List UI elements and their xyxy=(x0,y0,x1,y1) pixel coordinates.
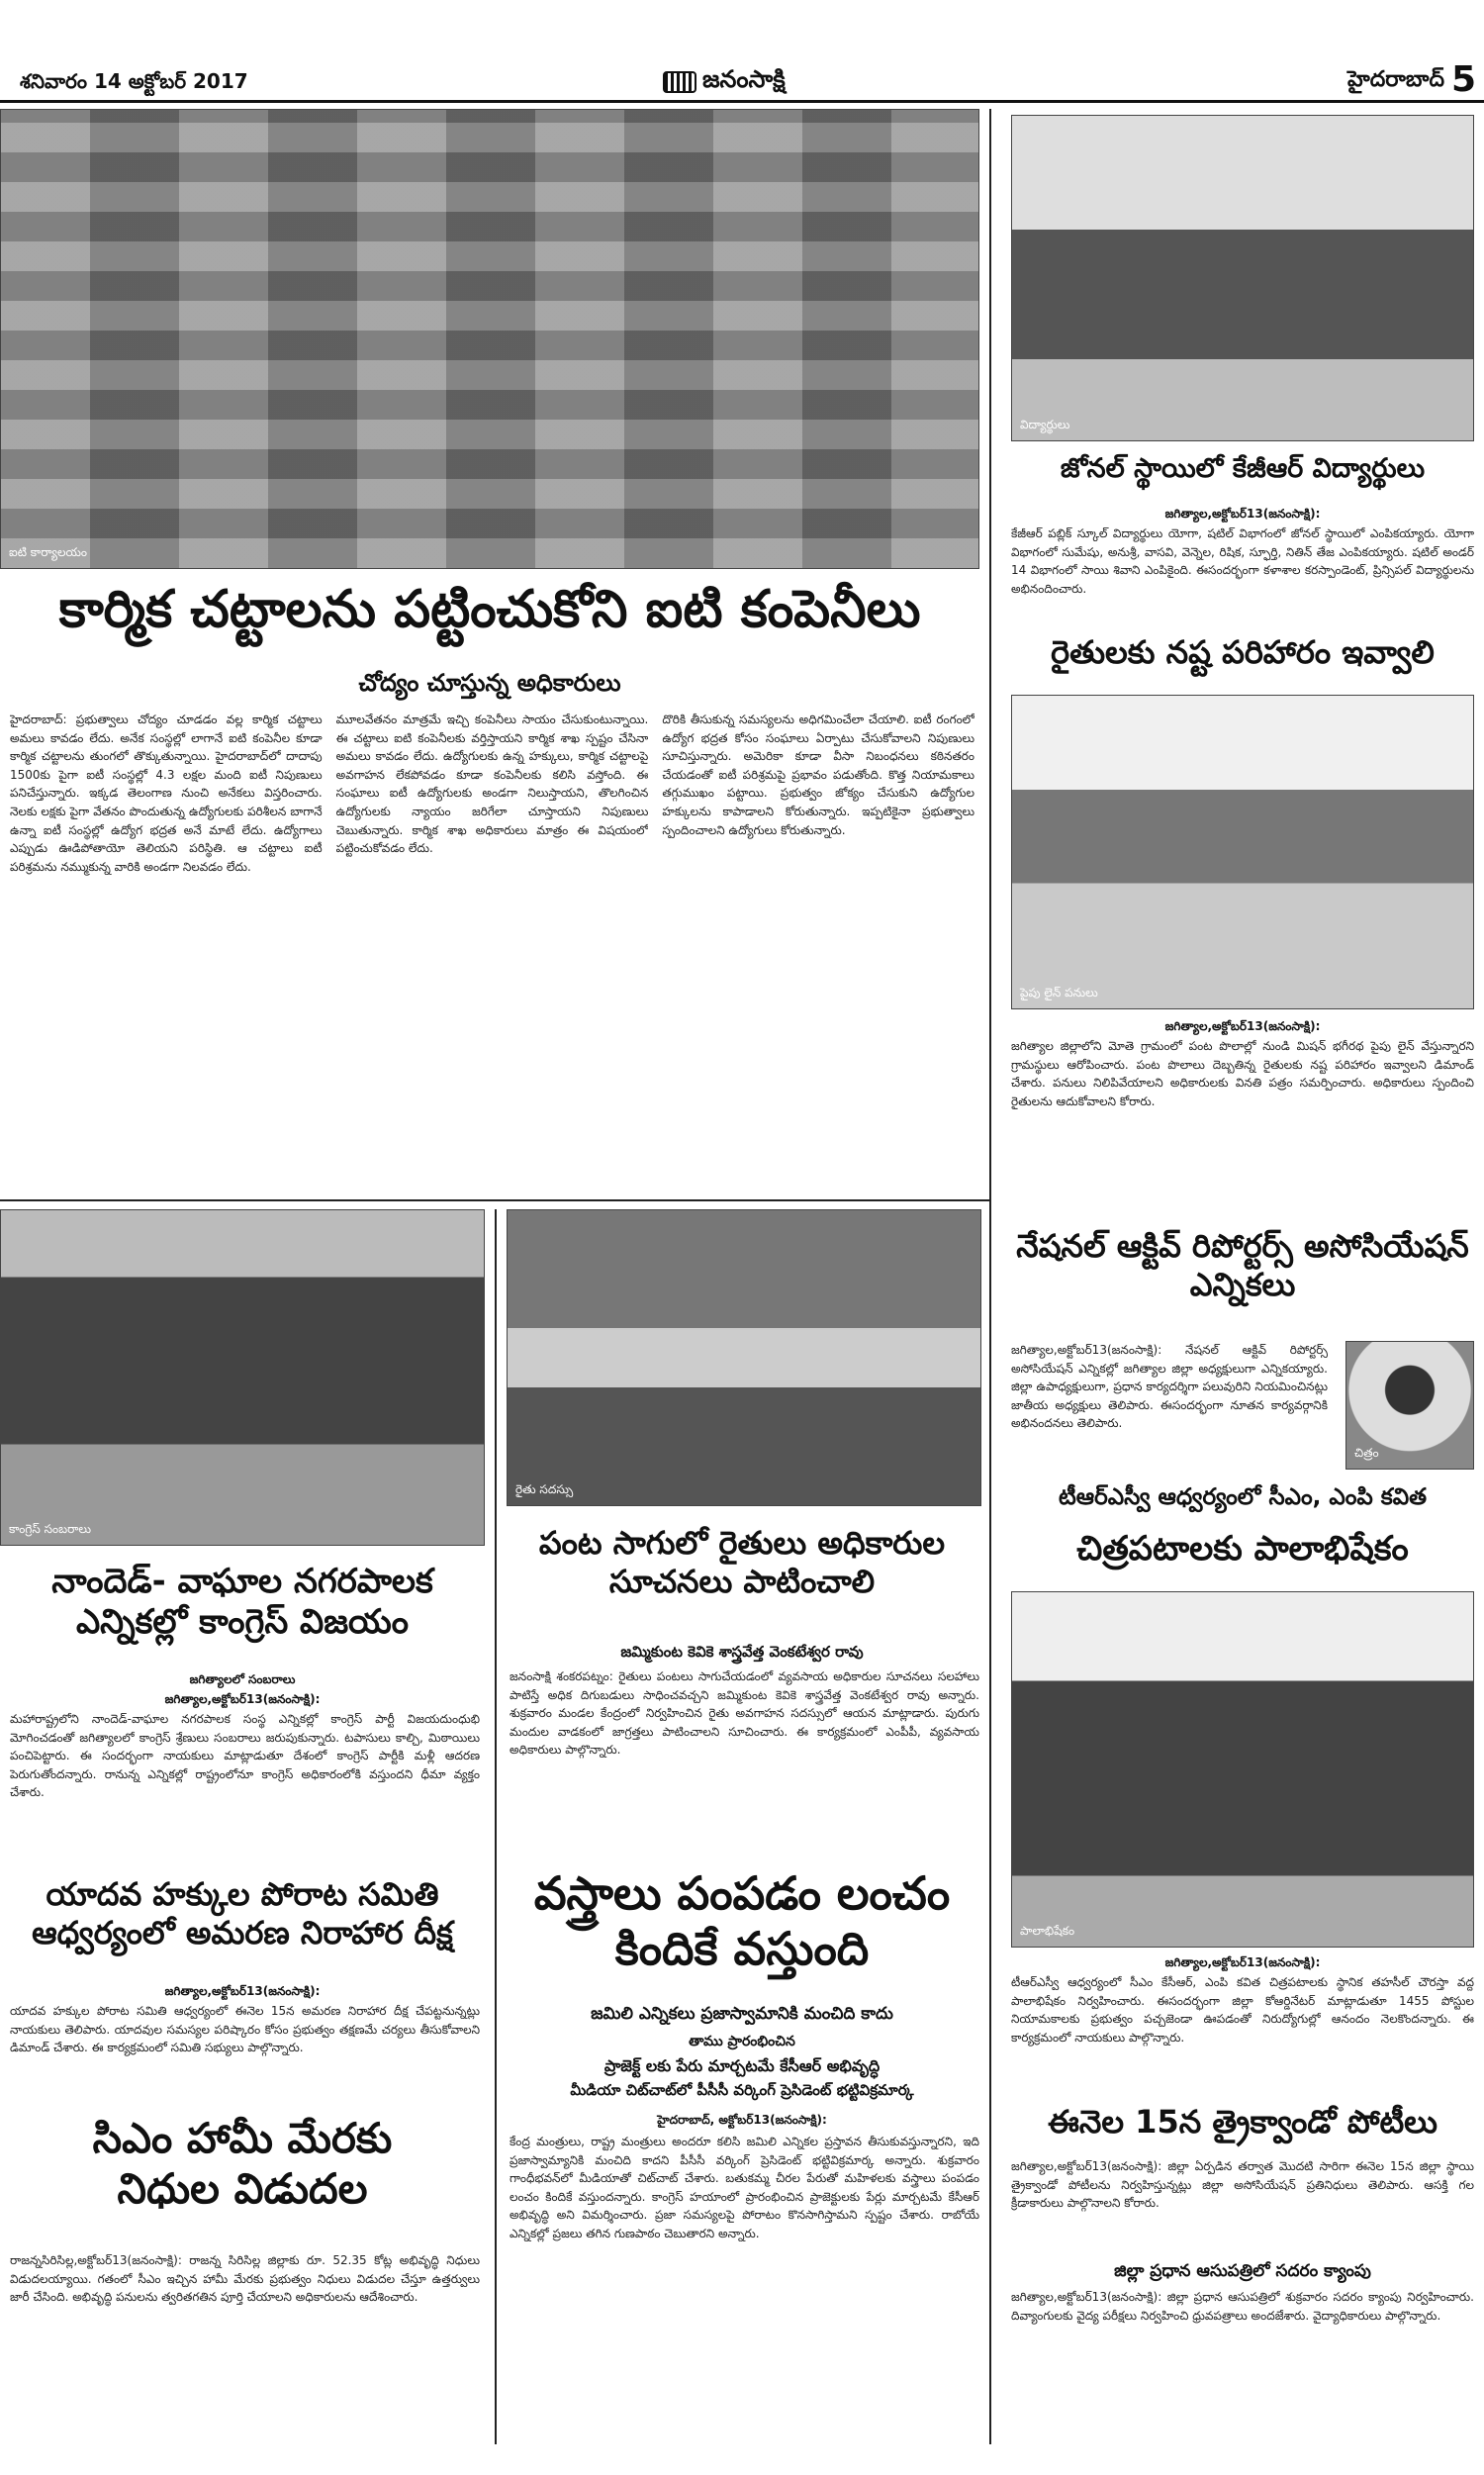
bribes-dateline: హైదరాబాద్, అక్టోబర్13(జనంసాక్షి): xyxy=(657,2113,827,2127)
bribes-sub-4: మీడియా చిట్‌చాట్‌లో పీసీసీ వర్కింగ్ ప్రెసిడెంట్ భట్టివిక్రమార్క xyxy=(570,2081,914,2099)
photo-caption: చిత్రం xyxy=(1354,1446,1379,1460)
yadava-body: యాదవ హక్కుల పోరాట సమితి ఆధ్వర్యంలో ఈనెల 15న అమరణ నిరాహార దీక్ష చేపట్టనున్నట్లు నాయకులు తెలిపారు. యాదవుల సమస్యల పరిష్కారం కోసం ప్రభుత్వం తక్షణమే చర్యలు తీసుకోవాలని డిమాండ్ చేశారు. ఈ కార్యక్రమంలో సమితి సభ్యులు పాల్గొన్నారు. xyxy=(10,2004,480,2055)
photo-caption: రైతు సదస్సు xyxy=(515,1482,574,1496)
photo-excavator xyxy=(1011,695,1474,1009)
farmers-comp-headline: రైతులకు నష్ట పరిహారం ఇవ్వాలి xyxy=(1051,633,1435,671)
bribes-sub-1: జమిలి ఎన్నికలు ప్రజాస్వామానికి మంచిది కాదు xyxy=(591,2004,893,2024)
tiaresv-headline: చిత్రపటాలకు పాలాభిషేకం xyxy=(1076,1529,1409,1569)
zonal-dateline: జగిత్యాల,అక్టోబర్13(జనంసాక్షి): xyxy=(1164,507,1321,521)
photo-reporter-portrait xyxy=(1345,1341,1474,1470)
column-divider xyxy=(495,1209,497,2444)
bribes-body: కేంద్ర మంత్రులు, రాష్ట్ర మంత్రులు అందరూ కలిసి జమిలి ఎన్నికల ప్రస్తావన తీసుకువస్తున్నారని, ఇది ప్రజాస్వామ్యానికి మంచిది కాదని పీసీసీ వర్కింగ్ ప్రెసిడెంట్ భట్టివిక్రమార్క అన్నారు. శుక్రవారం గాంధీభవన్‌లో మీడియాతో చిట్‌చాట్ చేశారు. బతుకమ్మ చీరల పేరుతో మహిళలకు వస్త్రాలు పంపడం లంచం కిందికే వస్తుందన్నారు. కాంగ్రెస్ హయాంలో ప్రారంభించిన ప్రాజెక్టులకు పేర్లు మార్చటమే కేసీఆర్ అభివృద్ధి అని విమర్శించారు. ప్రజా సమస్యలపై పోరాటం కొనసాగిస్తామని స్పష్టం చేశారు. రాబోయే ఎన్నికల్లో ప్రజలు తగిన గుణపాఠం చెబుతారని అన్నారు. xyxy=(510,2135,979,2240)
nanded-body: మహారాష్ట్రలోని నాందెడ్-వాఘాల నగరపాలక సంస్థ ఎన్నికల్లో కాంగ్రెస్ పార్టీ విజయదుంధుభి మోగించడంతో జగిత్యాలలో కాంగ్రెస్ శ్రేణులు సంబరాలు జరుపుకున్నారు. టపాసులు కాల్చి, మిఠాయిలు పంచిపెట్టారు. ఈ సందర్భంగా నాయకులు మాట్లాడుతూ దేశంలో కాంగ్రెస్ పార్టీకి మళ్లీ ఆదరణ పెరుగుతోందన్నారు. రానున్న ఎన్నికల్లో రాష్ట్రంలోనూ కాంగ్రెస్ అధికారంలోకి వస్తుందని ధీమా వ్యక్తం చేశారు. xyxy=(10,1712,480,1800)
newspaper-logo xyxy=(663,65,786,99)
yadava-headline: యాదవ హక్కుల పోరాట సమితి ఆధ్వర్యంలో అమరణ నిరాహార దీక్ష xyxy=(32,1875,453,1952)
tiaresv-kicker: టీఆర్ఎస్వీ ఆధ్వర్యంలో సీఎం, ఎంపి కవిత xyxy=(1058,1484,1428,1510)
cm-funds-headline: సిఎం హామీ మేరకు నిధుల విడుదల xyxy=(92,2114,393,2214)
section-divider xyxy=(0,1199,989,1201)
logo-mark-icon xyxy=(663,71,696,93)
camp-subhead: జిల్లా ప్రధాన ఆసుపత్రిలో సదరం క్యాంపు xyxy=(1114,2261,1371,2281)
photo-caption: కాంగ్రెస్ సంబరాలు xyxy=(9,1522,92,1536)
main-story-col-3: దొరికి తీసుకున్న సమస్యలను అధిగమించేలా చేయాలి. ఐటీ రంగంలో ఉద్యోగ భద్రత కోసం సంఘాలు ఏర్పాటు చేసుకోవాలని నిపుణులు సూచిస్తున్నారు. అమెరికా కూడా వీసా నిబంధనలు కఠినతరం చేయడంతో ఐటీ పరిశ్రమపై ప్రభావం పడుతోంది. కొత్త నియామకాలు తగ్గుముఖం పట్టాయి. ప్రభుత్వం జోక్యం చేసుకుని ఉద్యోగుల హక్కులను కాపాడాలని కోరుతున్నారు. ఇప్పటికైనా ప్రభుత్వాలు స్పందించాలని ఉద్యోగులు కోరుతున్నారు. xyxy=(662,713,975,837)
main-story-col-1: హైదరాబాద్: ప్రభుత్వాలు చోద్యం చూడడం వల్ల కార్మిక చట్టాలు అమలు కావడం లేదు. అనేక సంస్థల్లో లాగానే ఐటి కంపెనీల కూడా కార్మిక చట్టాలను తుంగలో తొక్కుతున్నాయి. హైదరాబాద్‌లో దాదాపు 1500కు పైగా ఐటీ సంస్థల్లో 4.3 లక్షల మంది ఐటీ నిపుణులు పనిచేస్తున్నారు. ఇక్కడ తెలంగాణ నుంచి అనేకలు విస్తరించారు. నెలకు లక్షకు పైగా వేతనం పొందుతున్న ఉద్యోగులకు పరిశీలన బాగానే ఉన్నా ఐటీ సంస్థల్లో ఉద్యోగ భద్రత అనే మాటే లేదు. ఉద్యోగాలు ఎప్పుడు ఊడిపోతాయో తెలియని పరిస్థితి. ఆ చట్టాలు ఐటీ పరిశ్రమను నమ్ముకున్న వారికి అండగా నిలవడం లేదు. xyxy=(10,713,323,874)
tiaresv-body: టీఆర్ఎస్వీ ఆధ్వర్యంలో సీఎం కేసీఆర్, ఎంపి కవిత చిత్రపటాలకు స్థానిక తహసీల్ చౌరస్తా వద్ద పాలాభిషేకం నిర్వహించారు. ఈసందర్భంగా జిల్లా కోఆర్డినేటర్ మాట్లాడుతూ 1455 పోస్టుల నియామకాలకు ప్రభుత్వం పచ్చజెండా ఊపడంతో నిరుద్యోగుల్లో ఆనందం నెలకొందన్నారు. ఈ కార్యక్రమంలో నాయకులు పాల్గొన్నారు. xyxy=(1011,1975,1474,2045)
main-headline: కార్మిక చట్టాలను పట్టించుకోని ఐటి కంపెనీలు xyxy=(58,580,921,639)
zonal-headline: జోనల్ స్థాయిలో కేజీఆర్ విద్యార్థులు xyxy=(1060,453,1426,484)
throwball-body: జగిత్యాల,అక్టోబర్13(జనంసాక్షి): జిల్లా ఏర్పడిన తర్వాత మొదటి సారిగా ఈనెల 15న జిల్లా స్థాయి త్రైక్వాండో పోటీలను నిర్వహిస్తున్నట్లు జిల్లా అసోసియేషన్ ప్రతినిధులు తెలిపారు. ఆసక్తి గల క్రీడాకారులు పాల్గొనాలని కోరారు. xyxy=(1011,2159,1474,2211)
throwball-headline: ఈనెల 15న త్రైక్వాండో పోటీలు xyxy=(1048,2103,1438,2141)
crops-body: జనంసాక్షి శంకరపట్నం: రైతులు పంటలు సాగుచేయడంలో వ్యవసాయ అధికారుల సూచనలు సలహాలు పాటిస్తే అధిక దిగుబడులు సాధించవచ్చని జమ్మికుంట కెవికె శాస్త్రవేత్త వెంకటేశ్వర రావు అన్నారు. శుక్రవారం మండల కేంద్రంలో నిర్వహించిన రైతు అవగాహన సదస్సులో ఆయన మాట్లాడారు. పురుగు మందుల వాడకంలో జాగ్రత్తలు పాటించాలని సూచించారు. ఈ కార్యక్రమంలో ఎంపీపీ, వ్యవసాయ అధికారులు పాల్గొన్నారు. xyxy=(510,1669,979,1758)
reporters-headline: నేషనల్ ఆక్టివ్ రిపోర్టర్స్ అసోసియేషన్ ఎన్నికలు xyxy=(1016,1227,1469,1304)
photo-farmers-meeting xyxy=(507,1209,981,1506)
nanded-kicker: జగిత్యాలలో సంబరాలు xyxy=(189,1672,296,1686)
page-number: 5 xyxy=(1450,59,1476,100)
main-story-col-2: మూలవేతనం మాత్రమే ఇచ్చి కంపెనీలు సాయం చేసుకుంటున్నాయి. ఈ చట్టాలు ఐటి కంపెనీలకు వర్తిస్తాయని కార్మిక శాఖ స్పష్టం చేసినా అమలు కావడం లేదు. ఉద్యోగులకు ఉన్న హక్కులు, కార్మిక చట్టాలపై అవగాహన లేకపోవడం కూడా కంపెనీలకు కలిసి వస్తోంది. ఈ సంఘాలు ఐటీ ఉద్యోగులకు అండగా నిలుస్తాయని, తొలగించిన ఉద్యోగులకు న్యాయం జరిగేలా చూస్తాయని నిపుణులు చెబుతున్నారు. కార్మిక శాఖ అధికారులు మాత్రం ఈ విషయంలో పట్టించుకోవడం లేదు. xyxy=(335,713,649,856)
photo-students xyxy=(1011,115,1474,441)
camp-body: జగిత్యాల,అక్టోబర్13(జనంసాక్షి): జిల్లా ప్రధాన ఆసుపత్రిలో శుక్రవారం సదరం క్యాంపు నిర్వహించారు. దివ్యాంగులకు వైద్య పరీక్షలు నిర్వహించి ధ్రువపత్రాలు అందజేశారు. వైద్యాధికారులు పాల్గొన్నారు. xyxy=(1011,2290,1474,2323)
yadava-dateline: జగిత్యాల,అక్టోబర్13(జనంసాక్షి): xyxy=(164,1984,321,1998)
main-subhead: చోద్యం చూస్తున్న అధికారులు xyxy=(358,669,621,697)
newspaper-name: జనంసాక్షి xyxy=(702,65,786,93)
photo-caption: పాలాభిషేకం xyxy=(1020,1924,1075,1938)
cm-funds-body: రాజన్నసిరిసిల్ల,అక్టోబర్13(జనంసాక్షి): రాజన్న సిరిసిల్ల జిల్లాకు రూ. 52.35 కోట్ల అభివృద్ధి నిధులు విడుదలయ్యాయి. గతంలో సీఎం ఇచ్చిన హామీ మేరకు ప్రభుత్వం నిధులు విడుదల చేస్తూ ఉత్తర్వులు జారీ చేసింది. అభివృద్ధి పనులను త్వరితగతిన పూర్తి చేయాలని అధికారులను ఆదేశించారు. xyxy=(10,2253,480,2305)
bribes-headline: వస్త్రాలు పంపడం లంచం కిందికే వస్తుంది xyxy=(533,1866,951,1976)
photo-it-office xyxy=(0,109,979,569)
photo-caption: పైపు లైన్ పనులు xyxy=(1020,986,1098,1000)
crops-byline: జమ్మికుంట కెవికె శాస్త్రవేత్త వెంకటేశ్వర రావు xyxy=(620,1643,864,1661)
photo-congress-celebration xyxy=(0,1209,485,1546)
reporters-body: జగిత్యాల,అక్టోబర్13(జనంసాక్షి): నేషనల్ ఆక్టివ్ రిపోర్టర్స్ అసోసియేషన్ ఎన్నికల్లో జగిత్యాల జిల్లా అధ్యక్షులుగా ఎన్నికయ్యారు. జిల్లా ఉపాధ్యక్షులుగా, ప్రధాన కార్యదర్శిగా పలువురిని నియమించినట్లు జాతీయ అధ్యక్షులు తెలిపారు. ఈసందర్భంగా నూతన కార్యవర్గానికి అభినందనలు తెలిపారు. xyxy=(1011,1343,1328,1431)
masthead xyxy=(0,57,1484,103)
tiaresv-dateline: జగిత్యాల,అక్టోబర్13(జనంసాక్షి): xyxy=(1164,1955,1321,1969)
photo-caption: విద్యార్థులు xyxy=(1020,418,1070,431)
bribes-sub-3: ప్రాజెక్ట్ లకు పేరు మార్చటమే కేసీఆర్ అభివృద్ధి xyxy=(603,2056,881,2075)
main-story-columns xyxy=(10,711,974,1188)
farmers-comp-dateline: జగిత్యాల,అక్టోబర్13(జనంసాక్షి): xyxy=(1164,1019,1321,1033)
column-divider xyxy=(989,109,991,2444)
edition-city: హైదరాబాద్ xyxy=(1347,67,1444,92)
photo-caption: ఐటి కార్యాలయం xyxy=(9,545,87,559)
nanded-dateline: జగిత్యాల,అక్టోబర్13(జనంసాక్షి): xyxy=(164,1692,321,1706)
farmers-comp-body: జగిత్యాల జిల్లాలోని మోతె గ్రామంలో పంట పొలాల్లో నుండి మిషన్ భగీరథ పైపు లైన్ వేస్తున్నారని గ్రామస్థులు ఆరోపించారు. పంట పొలాలు దెబ్బతిన్న రైతులకు నష్ట పరిహారం ఇవ్వాలని డిమాండ్ చేశారు. పనులు నిలిపివేయాలని అధికారులకు వినతి పత్రం సమర్పించారు. అధికారులు స్పందించి రైతులను ఆదుకోవాలని కోరారు. xyxy=(1011,1039,1474,1108)
issue-date: శనివారం 14 అక్టోబర్ 2017 xyxy=(20,69,248,93)
zonal-body: కేజీఆర్ పబ్లిక్ స్కూల్ విద్యార్థులు యోగా, షటిల్ విభాగంలో జోనల్ స్థాయిలో ఎంపికయ్యారు. యోగా విభాగంలో సుమేషు, అనుశ్రీ, వాసవి, వెన్నెల, రిషిక, స్ఫూర్తి, నితిన్ తేజ ఎంపికయ్యారు. షటిల్ అండర్ 14 విభాగంలో సాయి శివాని ఎంపికైంది. ఈసందర్భంగా కళాశాల కరస్పాండెంట్, ప్రిన్సిపల్ విద్యార్థులను అభినందించారు. xyxy=(1011,526,1474,596)
bribes-sub-2: తాము ప్రారంభించిన xyxy=(689,2034,795,2049)
nanded-headline: నాందెడ్- వాఘాల నగరపాలక ఎన్నికల్లో కాంగ్రెస్ విజయం xyxy=(51,1562,433,1643)
crops-headline: పంట సాగులో రైతులు అధికారుల సూచనలు పాటించాలి xyxy=(538,1524,946,1601)
photo-milk-ritual xyxy=(1011,1591,1474,1948)
